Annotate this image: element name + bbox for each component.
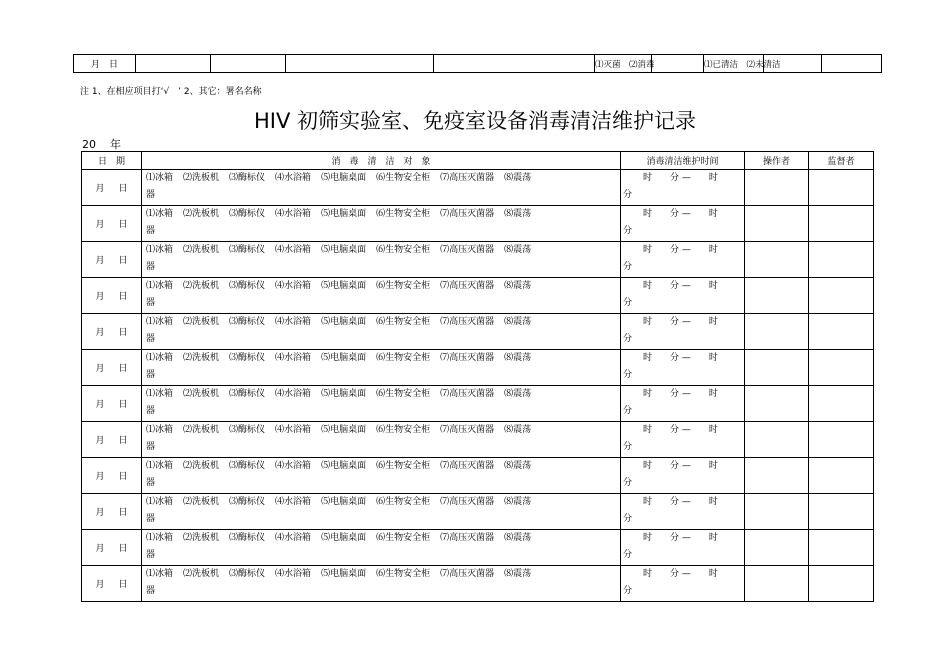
object-option: ⑻震荡 (504, 425, 532, 435)
row-operator[interactable] (745, 386, 809, 422)
object-option: ⑺高压灭菌器 (440, 317, 495, 327)
time-range (623, 206, 744, 223)
object-tail: 器 (146, 586, 156, 596)
minute-label-2: 分 (623, 514, 633, 524)
row-date[interactable] (82, 242, 142, 278)
object-option: ⑻震荡 (504, 569, 532, 579)
row-objects[interactable] (142, 422, 621, 458)
row-operator[interactable] (745, 530, 809, 566)
minute-dash-label: 分 — (670, 389, 691, 399)
object-tail: 器 (146, 334, 156, 344)
object-option: ⑶酶标仪 (229, 569, 266, 579)
day-label: 日 (118, 580, 128, 590)
hour-label-2: 时 (708, 353, 718, 363)
object-option: ⑺高压灭菌器 (440, 173, 495, 183)
object-option: ⑸电脑桌面 (321, 569, 367, 579)
object-option: ⑺高压灭菌器 (440, 533, 495, 543)
object-option: ⑷水浴箱 (275, 425, 312, 435)
object-option: ⑸电脑桌面 (321, 533, 367, 543)
footnote: 注 1、在相应项目打‘√ ’ 2、其它：署名名称 (80, 87, 262, 97)
row-objects[interactable] (142, 206, 621, 242)
object-option: ⑴冰箱 (146, 317, 174, 327)
object-option: ⑻震荡 (504, 461, 532, 471)
day-label: 日 (118, 508, 128, 518)
object-option: ⑸电脑桌面 (321, 353, 367, 363)
object-options (146, 566, 620, 583)
minute-label-2: 分 (623, 550, 633, 560)
month-label: 月 (95, 292, 105, 302)
row-date[interactable] (82, 206, 142, 242)
row-date[interactable] (82, 422, 142, 458)
hour-label-2: 时 (708, 281, 718, 291)
empty-cell (286, 55, 434, 73)
record-table (81, 151, 874, 602)
minute-dash-label: 分 — (670, 281, 691, 291)
clean-options-cell: ⑴已清洁 ⑵未清洁 (704, 55, 764, 73)
day-label: 日 (118, 256, 128, 266)
object-option: ⑸电脑桌面 (321, 281, 367, 291)
row-time[interactable] (621, 350, 745, 386)
object-option: ⑻震荡 (504, 245, 532, 255)
day-label: 日 (118, 328, 128, 338)
object-option: ⑷水浴箱 (275, 209, 312, 219)
month-label: 月 (95, 328, 105, 338)
object-option: ⑺高压灭菌器 (440, 425, 495, 435)
month-label: 月 (95, 220, 105, 230)
hour-label-2: 时 (708, 209, 718, 219)
object-option: ⑹生物安全柜 (376, 353, 431, 363)
minute-dash-label: 分 — (670, 209, 691, 219)
object-option: ⑶酶标仪 (229, 461, 266, 471)
object-option: ⑹生物安全柜 (376, 569, 431, 579)
row-supervisor[interactable] (809, 458, 874, 494)
previous-page-last-row (73, 54, 882, 73)
row-supervisor[interactable] (809, 170, 874, 206)
row-supervisor[interactable] (809, 242, 874, 278)
object-option: ⑹生物安全柜 (376, 425, 431, 435)
minute-label-2: 分 (623, 298, 633, 308)
object-option: ⑺高压灭菌器 (440, 353, 495, 363)
row-operator[interactable] (745, 566, 809, 602)
object-option: ⑻震荡 (504, 317, 532, 327)
day-label: 日 (118, 436, 128, 446)
table-row (82, 314, 874, 350)
object-option: ⑷水浴箱 (275, 245, 312, 255)
table-row (82, 422, 874, 458)
row-supervisor[interactable] (809, 350, 874, 386)
object-option: ⑹生物安全柜 (376, 317, 431, 327)
month-label: 月 (95, 436, 105, 446)
minute-label-2: 分 (623, 406, 633, 416)
row-operator[interactable] (745, 278, 809, 314)
object-option: ⑹生物安全柜 (376, 209, 431, 219)
object-option: ⑴冰箱 (146, 425, 174, 435)
object-option: ⑻震荡 (504, 533, 532, 543)
header-date: 日 期 (82, 152, 142, 170)
row-supervisor[interactable] (809, 386, 874, 422)
object-tail: 器 (146, 442, 156, 452)
minute-dash-label: 分 — (670, 317, 691, 327)
day-label: 日 (118, 544, 128, 554)
object-option: ⑺高压灭菌器 (440, 281, 495, 291)
table-row (82, 566, 874, 602)
row-objects[interactable] (142, 170, 621, 206)
day-label: 日 (118, 292, 128, 302)
row-objects[interactable] (142, 494, 621, 530)
header-row (82, 152, 874, 170)
minute-label-2: 分 (623, 370, 633, 380)
row-date[interactable] (82, 458, 142, 494)
minute-label-2: 分 (623, 478, 633, 488)
object-option: ⑺高压灭菌器 (440, 569, 495, 579)
row-supervisor[interactable] (809, 278, 874, 314)
hour-label-2: 时 (708, 173, 718, 183)
table-row (82, 350, 874, 386)
object-option: ⑺高压灭菌器 (440, 497, 495, 507)
hour-label: 时 (643, 389, 653, 399)
hour-label-2: 时 (708, 497, 718, 507)
hour-label-2: 时 (708, 569, 718, 579)
row-supervisor[interactable] (809, 206, 874, 242)
object-option: ⑶酶标仪 (229, 389, 266, 399)
header-objects: 消 毒 清 洁 对 象 (142, 152, 621, 170)
object-option: ⑶酶标仪 (229, 497, 266, 507)
row-date[interactable] (82, 530, 142, 566)
object-tail: 器 (146, 406, 156, 416)
object-option: ⑷水浴箱 (275, 569, 312, 579)
object-option: ⑷水浴箱 (275, 353, 312, 363)
row-supervisor[interactable] (809, 530, 874, 566)
time-range (623, 314, 744, 331)
row-time[interactable] (621, 566, 745, 602)
header-time: 消毒清洁维护时间 (621, 152, 745, 170)
table-row (82, 206, 874, 242)
minute-label-2: 分 (623, 262, 633, 272)
minute-label-2: 分 (623, 190, 633, 200)
hour-label: 时 (643, 461, 653, 471)
hour-label-2: 时 (708, 317, 718, 327)
object-option: ⑴冰箱 (146, 281, 174, 291)
row-objects[interactable] (142, 350, 621, 386)
hour-label: 时 (643, 569, 653, 579)
time-range (623, 494, 744, 511)
empty-cell (211, 55, 286, 73)
table-row (82, 530, 874, 566)
month-label: 月 (95, 256, 105, 266)
object-options (146, 206, 620, 223)
header-supervisor: 监督者 (809, 152, 874, 170)
sterilize-options-cell: ⑴灭菌 ⑵消毒 (595, 55, 652, 73)
row-date[interactable] (82, 170, 142, 206)
hour-label: 时 (643, 425, 653, 435)
object-options (146, 458, 620, 475)
object-option: ⑶酶标仪 (229, 173, 266, 183)
object-option: ⑸电脑桌面 (321, 317, 367, 327)
time-range (623, 566, 744, 583)
object-option: ⑴冰箱 (146, 497, 174, 507)
object-tail: 器 (146, 514, 156, 524)
object-option: ⑴冰箱 (146, 353, 174, 363)
object-option: ⑸电脑桌面 (321, 173, 367, 183)
hour-label-2: 时 (708, 425, 718, 435)
object-option: ⑶酶标仪 (229, 425, 266, 435)
hour-label-2: 时 (708, 245, 718, 255)
object-options (146, 386, 620, 403)
object-option: ⑷水浴箱 (275, 533, 312, 543)
object-tail: 器 (146, 370, 156, 380)
object-tail: 器 (146, 226, 156, 236)
row-supervisor[interactable] (809, 314, 874, 350)
object-option: ⑵洗板机 (183, 317, 220, 327)
object-option: ⑸电脑桌面 (321, 209, 367, 219)
row-date[interactable] (82, 566, 142, 602)
table-row (82, 170, 874, 206)
object-option: ⑵洗板机 (183, 245, 220, 255)
object-option: ⑶酶标仪 (229, 353, 266, 363)
time-range (623, 458, 744, 475)
minute-label-2: 分 (623, 334, 633, 344)
row-date[interactable] (82, 386, 142, 422)
object-option: ⑷水浴箱 (275, 461, 312, 471)
row-date[interactable] (82, 350, 142, 386)
object-options (146, 242, 620, 259)
month-label: 月 (95, 580, 105, 590)
object-option: ⑹生物安全柜 (376, 533, 431, 543)
hour-label: 时 (643, 245, 653, 255)
object-option: ⑻震荡 (504, 497, 532, 507)
object-option: ⑻震荡 (504, 353, 532, 363)
object-option: ⑹生物安全柜 (376, 389, 431, 399)
object-option: ⑵洗板机 (183, 389, 220, 399)
table-row (82, 494, 874, 530)
empty-cell (434, 55, 595, 73)
object-option: ⑹生物安全柜 (376, 497, 431, 507)
object-option: ⑸电脑桌面 (321, 245, 367, 255)
object-option: ⑸电脑桌面 (321, 425, 367, 435)
object-option: ⑴冰箱 (146, 245, 174, 255)
table-row (82, 242, 874, 278)
object-option: ⑶酶标仪 (229, 533, 266, 543)
object-option: ⑵洗板机 (183, 173, 220, 183)
month-label: 月 (95, 184, 105, 194)
row-time[interactable] (621, 458, 745, 494)
minute-dash-label: 分 — (670, 497, 691, 507)
minute-dash-label: 分 — (670, 353, 691, 363)
empty-cell (822, 55, 882, 73)
object-option: ⑷水浴箱 (275, 389, 312, 399)
row-operator[interactable] (745, 314, 809, 350)
object-tail: 器 (146, 190, 156, 200)
object-option: ⑶酶标仪 (229, 245, 266, 255)
hour-label-2: 时 (708, 461, 718, 471)
row-time[interactable] (621, 386, 745, 422)
row-time[interactable] (621, 242, 745, 278)
row-objects[interactable] (142, 458, 621, 494)
object-option: ⑶酶标仪 (229, 209, 266, 219)
hour-label: 时 (643, 281, 653, 291)
row-operator[interactable] (745, 350, 809, 386)
object-option: ⑷水浴箱 (275, 497, 312, 507)
day-label: 日 (118, 364, 128, 374)
time-range (623, 422, 744, 439)
header-operator: 操作者 (745, 152, 809, 170)
row-objects[interactable] (142, 566, 621, 602)
row-operator[interactable] (745, 242, 809, 278)
row-objects[interactable] (142, 386, 621, 422)
row-time[interactable] (621, 170, 745, 206)
object-option: ⑺高压灭菌器 (440, 209, 495, 219)
row-operator[interactable] (745, 422, 809, 458)
object-option: ⑵洗板机 (183, 209, 220, 219)
object-option: ⑴冰箱 (146, 569, 174, 579)
object-option: ⑻震荡 (504, 173, 532, 183)
object-options (146, 314, 620, 331)
object-option: ⑵洗板机 (183, 497, 220, 507)
row-time[interactable] (621, 206, 745, 242)
row-time[interactable] (621, 278, 745, 314)
object-option: ⑴冰箱 (146, 209, 174, 219)
time-range (623, 386, 744, 403)
row-date[interactable] (82, 314, 142, 350)
object-option: ⑴冰箱 (146, 461, 174, 471)
object-options (146, 170, 620, 187)
object-options (146, 494, 620, 511)
day-label: 日 (118, 184, 128, 194)
object-tail: 器 (146, 262, 156, 272)
table-row (82, 458, 874, 494)
month-label: 月 (95, 472, 105, 482)
minute-dash-label: 分 — (670, 173, 691, 183)
month-label: 月 (95, 364, 105, 374)
object-option: ⑸电脑桌面 (321, 461, 367, 471)
hour-label: 时 (643, 533, 653, 543)
object-options (146, 422, 620, 439)
row-operator[interactable] (745, 170, 809, 206)
object-option: ⑶酶标仪 (229, 281, 266, 291)
minute-dash-label: 分 — (670, 533, 691, 543)
object-option: ⑺高压灭菌器 (440, 389, 495, 399)
hour-label: 时 (643, 353, 653, 363)
row-operator[interactable] (745, 494, 809, 530)
object-option: ⑹生物安全柜 (376, 461, 431, 471)
object-option: ⑵洗板机 (183, 533, 220, 543)
object-option: ⑷水浴箱 (275, 317, 312, 327)
row-objects[interactable] (142, 314, 621, 350)
row-objects[interactable] (142, 242, 621, 278)
object-option: ⑴冰箱 (146, 389, 174, 399)
date-cell: 月 日 (74, 55, 136, 73)
minute-dash-label: 分 — (670, 245, 691, 255)
object-option: ⑹生物安全柜 (376, 245, 431, 255)
month-label: 月 (95, 400, 105, 410)
object-option: ⑹生物安全柜 (376, 173, 431, 183)
object-tail: 器 (146, 478, 156, 488)
row-time[interactable] (621, 422, 745, 458)
time-range (623, 350, 744, 367)
object-option: ⑻震荡 (504, 209, 532, 219)
object-option: ⑵洗板机 (183, 461, 220, 471)
minute-dash-label: 分 — (670, 461, 691, 471)
object-tail: 器 (146, 298, 156, 308)
hour-label: 时 (643, 317, 653, 327)
minute-dash-label: 分 — (670, 569, 691, 579)
object-options (146, 350, 620, 367)
object-option: ⑵洗板机 (183, 425, 220, 435)
hour-label: 时 (643, 497, 653, 507)
day-label: 日 (118, 220, 128, 230)
row-time[interactable] (621, 494, 745, 530)
row-operator[interactable] (745, 206, 809, 242)
object-option: ⑻震荡 (504, 281, 532, 291)
object-option: ⑹生物安全柜 (376, 281, 431, 291)
object-options (146, 278, 620, 295)
year-line (82, 136, 121, 152)
time-range (623, 530, 744, 547)
hour-label-2: 时 (708, 389, 718, 399)
object-option: ⑴冰箱 (146, 533, 174, 543)
time-range (623, 278, 744, 295)
row-date[interactable] (82, 278, 142, 314)
object-option: ⑸电脑桌面 (321, 497, 367, 507)
year-prefix: 20 (82, 138, 96, 151)
month-label: 月 (95, 508, 105, 518)
object-option: ⑵洗板机 (183, 281, 220, 291)
table-row (82, 278, 874, 314)
row-operator[interactable] (745, 458, 809, 494)
empty-cell (652, 55, 704, 73)
object-options (146, 530, 620, 547)
object-option: ⑵洗板机 (183, 569, 220, 579)
minute-label-2: 分 (623, 586, 633, 596)
row-supervisor[interactable] (809, 566, 874, 602)
object-tail: 器 (146, 550, 156, 560)
minute-label-2: 分 (623, 442, 633, 452)
hour-label-2: 时 (708, 533, 718, 543)
time-range (623, 242, 744, 259)
row-objects[interactable] (142, 278, 621, 314)
empty-cell (136, 55, 211, 73)
day-label: 日 (118, 400, 128, 410)
object-option: ⑶酶标仪 (229, 317, 266, 327)
hour-label: 时 (643, 209, 653, 219)
object-option: ⑴冰箱 (146, 173, 174, 183)
row-supervisor[interactable] (809, 494, 874, 530)
object-option: ⑵洗板机 (183, 353, 220, 363)
row-time[interactable] (621, 530, 745, 566)
object-option: ⑺高压灭菌器 (440, 461, 495, 471)
object-option: ⑺高压灭菌器 (440, 245, 495, 255)
month-label: 月 (95, 544, 105, 554)
row-objects[interactable] (142, 530, 621, 566)
hour-label: 时 (643, 173, 653, 183)
minute-dash-label: 分 — (670, 425, 691, 435)
row-date[interactable] (82, 494, 142, 530)
object-option: ⑷水浴箱 (275, 281, 312, 291)
year-suffix: 年 (110, 138, 121, 151)
minute-label-2: 分 (623, 226, 633, 236)
table-row (82, 386, 874, 422)
row-supervisor[interactable] (809, 422, 874, 458)
day-label: 日 (118, 472, 128, 482)
object-option: ⑷水浴箱 (275, 173, 312, 183)
time-range (623, 170, 744, 187)
page-title: HIV 初筛实验室、免疫室设备消毒清洁维护记录 (253, 109, 697, 133)
object-option: ⑻震荡 (504, 389, 532, 399)
object-option: ⑸电脑桌面 (321, 389, 367, 399)
row-time[interactable] (621, 314, 745, 350)
